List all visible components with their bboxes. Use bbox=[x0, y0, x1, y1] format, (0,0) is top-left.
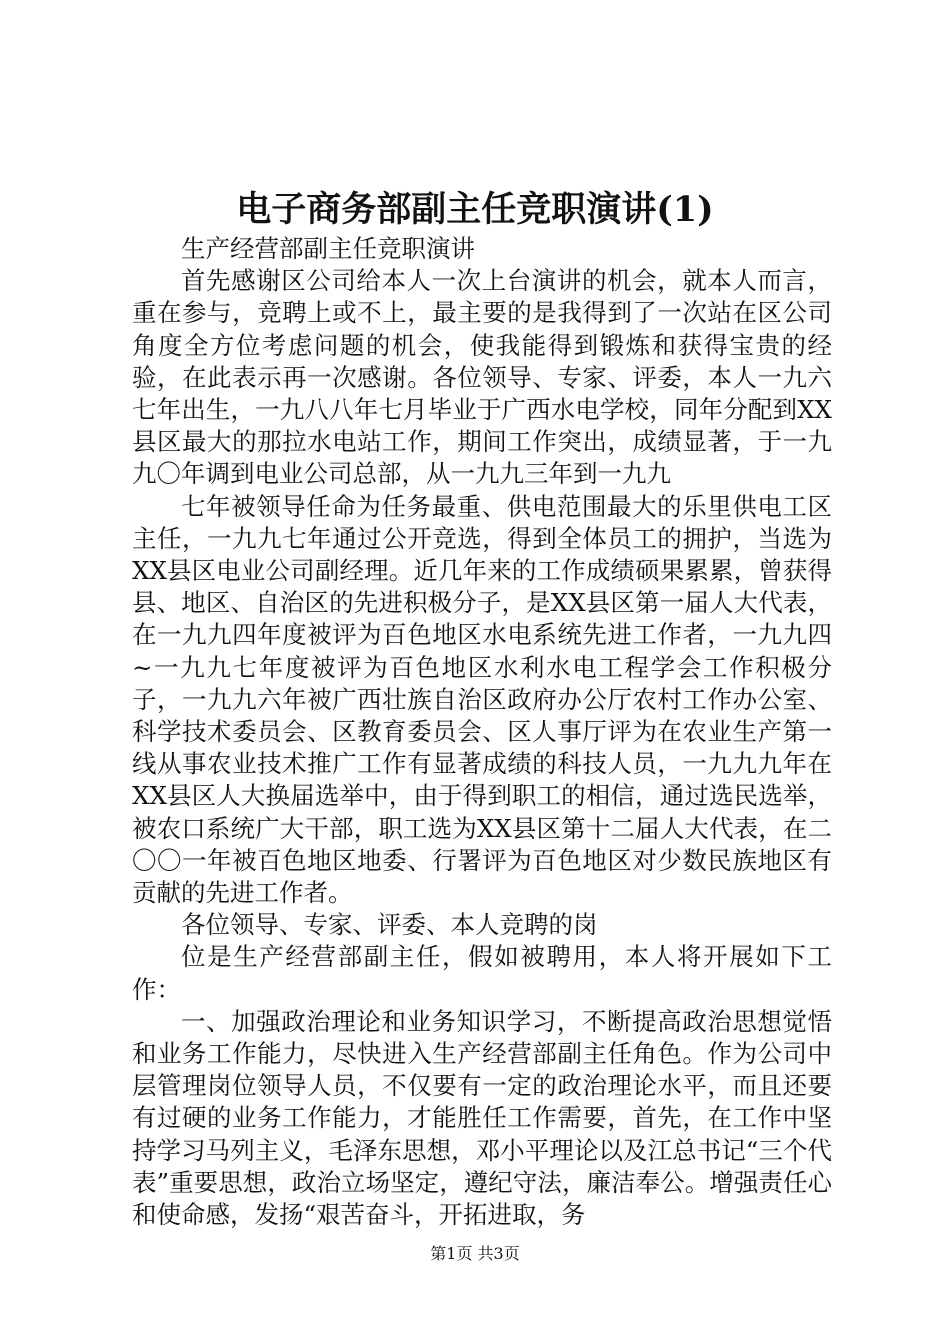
paragraph: 位是生产经营部副主任，假如被聘用，本人将开展如下工作： bbox=[132, 942, 832, 1004]
document-title: 电子商务部副主任竞职演讲(1) bbox=[236, 189, 714, 230]
page-footer: 第1页 共3页 bbox=[430, 1244, 520, 1263]
paragraph: 一、加强政治理论和业务知识学习，不断提高政治思想觉悟和业务工作能力，尽快进入生产经营部副主任角色。作为公司中层管理岗位领导人员，不仅要有一定的政治理论水平，而且还要有过硬的业务工作能力，才能胜任工作需要，首先，在工作中坚持学习马列主义，毛泽东思想，邓小平理论以及江总书记“三个代表”重要思想，政治立场坚定，遵纪守法，廉洁奉公。增强责任心和使命感，发扬“艰苦奋斗，开拓进取，务 bbox=[132, 1006, 832, 1230]
paragraph: 首先感谢区公司给本人一次上台演讲的机会，就本人而言，重在参与，竞聘上或不上，最主要的是我得到了一次站在区公司角度全方位考虑问题的机会，使我能得到锻炼和获得宝贵的经验，在此表示再一次感谢。各位领导、专家、评委，本人一九六七年出生，一九八八年七月毕业于广西水电学校，同年分配到XX县区最大的那拉水电站工作，期间工作突出，成绩显著，于一九九〇年调到电业公司总部，从一九九三年到一九九 bbox=[132, 266, 832, 489]
paragraph: 七年被领导任命为任务最重、供电范围最大的乐里供电工区主任，一九九七年通过公开竞选，得到全体员工的拥护，当选为XX县区电业公司副经理。近几年来的工作成绩硕果累累，曾获得县、地区、自治区的先进积极分子，是XX县区第一届人大代表，在一九九四年度被评为百色地区水电系统先进工作者，一九九四~一九九七年度被评为百色地区水利水电工程学会工作积极分子，一九九六年被广西壮族自治区政府办公厅农村工作办公室、科学技术委员会、区教育委员会、区人事厅评为在农业生产第一线从事农业技术推广工作有显著成绩的科技人员，一九九九年在XX县区人大换届选举中，由于得到职工的相信，通过选民选举，被农口系统广大干部，职工选为XX县区第十二届人大代表，在二〇〇一年被百色地区地委、行署评为百色地区对少数民族地区有贡献的先进工作者。 bbox=[132, 491, 832, 908]
document-body bbox=[132, 233, 832, 1231]
paragraph-subtitle: 生产经营部副主任竞职演讲 bbox=[181, 234, 475, 263]
paragraph: 各位领导、专家、评委、本人竞聘的岗 bbox=[181, 910, 598, 940]
